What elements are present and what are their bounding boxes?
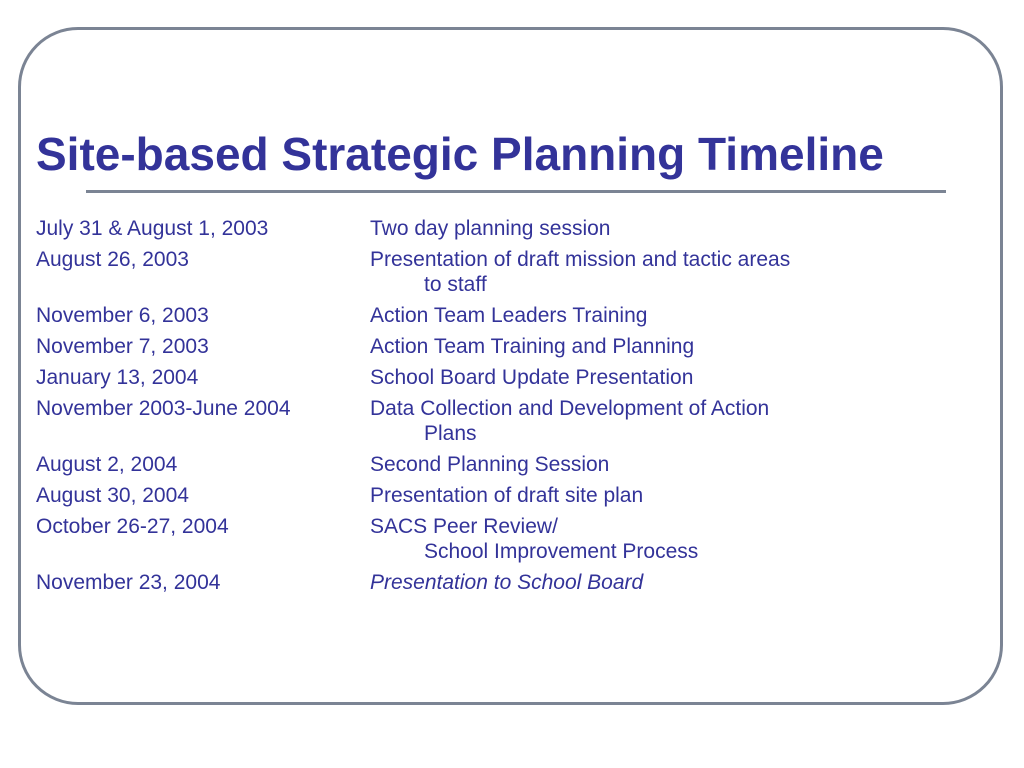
- timeline-list: [36, 216, 976, 601]
- timeline-description: [370, 483, 976, 508]
- timeline-description-line: Action Team Leaders Training: [370, 304, 648, 327]
- timeline-description-line: Action Team Training and Planning: [370, 335, 695, 358]
- timeline-row: [36, 334, 976, 359]
- timeline-row: [36, 396, 976, 446]
- timeline-row: [36, 247, 976, 297]
- timeline-description-line: Presentation to School Board: [370, 571, 644, 594]
- timeline-description: [370, 570, 976, 595]
- timeline-description: [370, 303, 976, 328]
- title-divider: [86, 190, 946, 193]
- timeline-description: [370, 365, 976, 390]
- timeline-description-line: Presentation of draft mission and tactic areas: [370, 248, 791, 271]
- timeline-date: November 6, 2003: [36, 304, 209, 327]
- timeline-description-continuation: School Improvement Process: [424, 540, 699, 563]
- timeline-row: [36, 365, 976, 390]
- timeline-date: August 26, 2003: [36, 248, 189, 271]
- timeline-description-line: School Board Update Presentation: [370, 366, 694, 389]
- timeline-description: [370, 216, 976, 241]
- timeline-date: August 2, 2004: [36, 453, 178, 476]
- timeline-date: January 13, 2004: [36, 366, 199, 389]
- timeline-row: [36, 216, 976, 241]
- timeline-description: [370, 396, 976, 446]
- timeline-description-continuation: Plans: [424, 422, 477, 445]
- timeline-description: [370, 334, 976, 359]
- timeline-row: [36, 483, 976, 508]
- timeline-date: August 30, 2004: [36, 484, 189, 507]
- timeline-date: October 26-27, 2004: [36, 515, 229, 538]
- timeline-description: [370, 247, 976, 297]
- timeline-description-line: Two day planning session: [370, 217, 611, 240]
- timeline-date: November 2003-June 2004: [36, 397, 291, 420]
- timeline-row: [36, 452, 976, 477]
- slide-title: Site-based Strategic Planning Timeline: [36, 128, 884, 180]
- timeline-description: [370, 452, 976, 477]
- timeline-date: July 31 & August 1, 2003: [36, 217, 269, 240]
- timeline-date: November 23, 2004: [36, 571, 221, 594]
- timeline-description-line: Presentation of draft site plan: [370, 484, 644, 507]
- timeline-date: November 7, 2003: [36, 335, 209, 358]
- timeline-row: [36, 514, 976, 564]
- timeline-row: [36, 570, 976, 595]
- timeline-description-continuation: to staff: [424, 273, 487, 296]
- timeline-description-line: Second Planning Session: [370, 453, 610, 476]
- timeline-description-line: Data Collection and Development of Action: [370, 397, 770, 420]
- timeline-description-line: SACS Peer Review/: [370, 515, 558, 538]
- timeline-description: [370, 514, 976, 564]
- timeline-row: [36, 303, 976, 328]
